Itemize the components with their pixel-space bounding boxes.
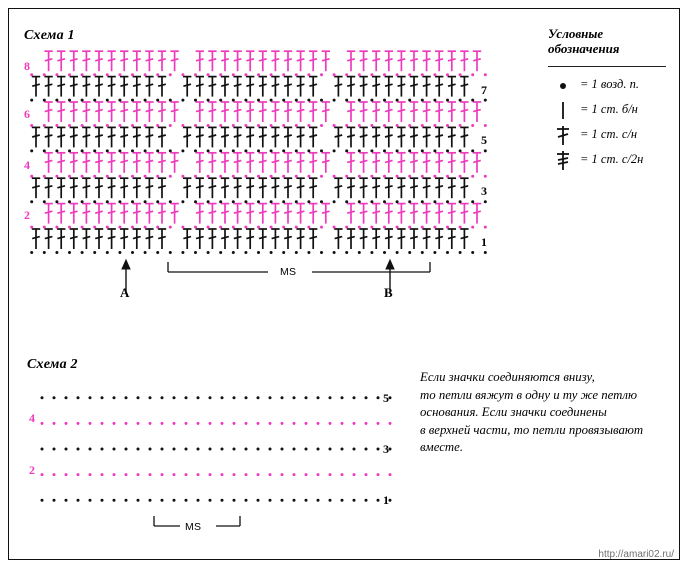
watermark: http://amari02.ru/ <box>598 549 674 560</box>
scheme2-title: Схема 2 <box>27 357 78 372</box>
scheme1-title: Схема 1 <box>24 28 75 43</box>
scheme1-rownum-8: 8 <box>24 59 30 73</box>
scheme1-rownum-2: 2 <box>24 208 30 222</box>
treble-crochet-double-cross-icon <box>554 149 576 171</box>
scheme2-rownum-3: 3 <box>383 442 389 456</box>
scheme2-stitch-svg <box>22 372 422 532</box>
legend-item-single-crochet-label: = 1 ст. б/н <box>580 102 638 116</box>
scheme1-marker-b: B <box>384 285 393 300</box>
chain-stitch-dot-icon <box>554 74 576 96</box>
scheme1-ms-label: MS <box>280 266 297 278</box>
legend-title-line2: обозначения <box>548 41 620 56</box>
scheme2-rownum-1: 1 <box>383 493 389 507</box>
legend-item-double-crochet <box>550 124 680 149</box>
scheme1-marker-a: A <box>120 285 130 300</box>
instruction-note <box>420 369 670 457</box>
legend-title <box>548 26 678 56</box>
legend-item-chain-label: = 1 возд. п. <box>580 77 639 91</box>
scheme1-rownum-7: 7 <box>481 83 487 97</box>
scheme2-ms-label: MS <box>185 521 202 533</box>
scheme2-rownum-5: 5 <box>383 391 389 405</box>
single-crochet-bar-icon <box>554 99 576 121</box>
scheme1-rownum-5: 5 <box>481 133 487 147</box>
scheme2-chart <box>22 372 422 532</box>
scheme1-rownum-4: 4 <box>24 158 30 172</box>
scheme1-rownum-6: 6 <box>24 107 30 121</box>
scheme2-rownum-4: 4 <box>29 411 35 425</box>
scheme1-rownum-3: 3 <box>481 184 487 198</box>
legend-title-line1: Условные <box>548 26 604 41</box>
legend-items <box>550 74 680 174</box>
double-crochet-cross-icon <box>554 124 576 146</box>
legend-item-treble-crochet-label: = 1 ст. с/2н <box>580 152 644 166</box>
legend <box>548 26 678 166</box>
note-line-5: вместе. <box>420 440 464 454</box>
scheme2-rownum-2: 2 <box>29 463 35 477</box>
scheme1-markers-svg <box>100 256 480 302</box>
scheme1-rownum-1: 1 <box>481 235 487 249</box>
legend-item-single-crochet <box>550 99 680 124</box>
legend-item-double-crochet-label: = 1 ст. с/н <box>580 127 638 141</box>
scheme2-ms-bracket <box>140 512 280 534</box>
note-line-3: основания. Если значки соединены <box>420 405 607 419</box>
legend-divider <box>548 66 666 67</box>
legend-item-chain <box>550 74 680 99</box>
note-line-1: Если значки соединяются внизу, <box>420 370 595 384</box>
note-line-2: то петли вяжут в одну и ту же петлю <box>420 387 637 402</box>
legend-item-treble-crochet <box>550 149 680 174</box>
note-line-4: в верхней части, то петли провязывают <box>420 422 644 437</box>
